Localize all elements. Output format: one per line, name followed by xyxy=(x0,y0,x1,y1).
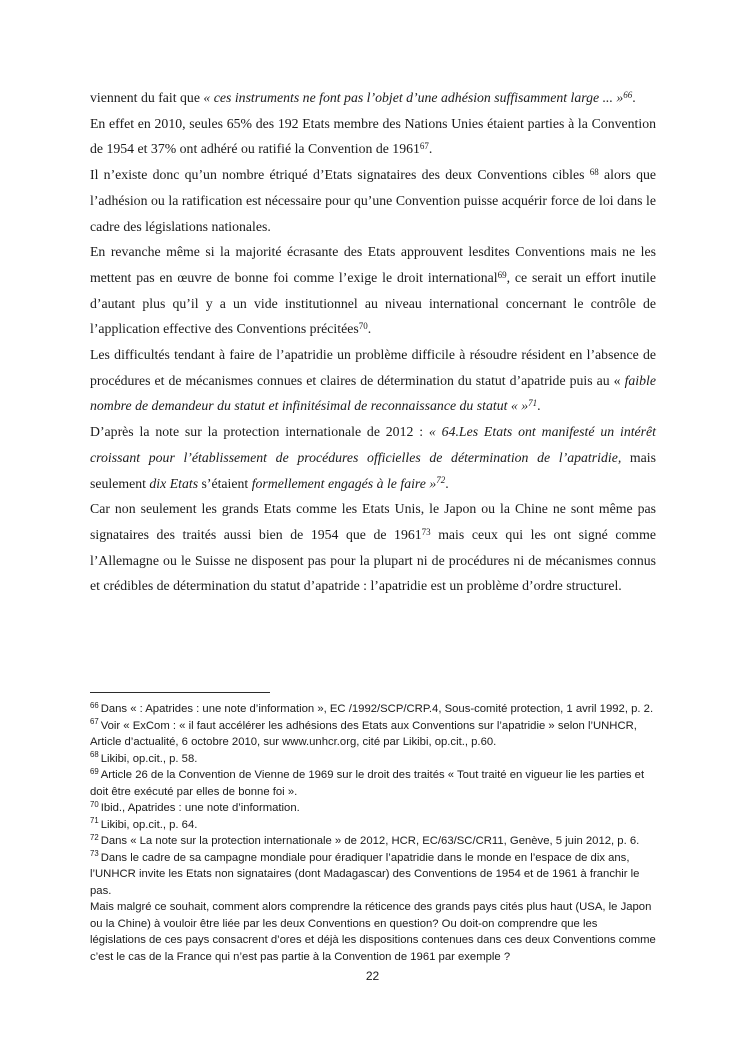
footnotes xyxy=(90,701,656,965)
footnote xyxy=(90,800,656,817)
text-run: Il n’existe donc qu’un nombre étriqué d’Etats signataires des deux Conventions cibles xyxy=(90,167,590,183)
footnote-number: 70 xyxy=(90,799,99,809)
italic-text-run: formellement engagés à le faire » xyxy=(251,475,437,491)
footnote-reference: 68 xyxy=(589,166,599,177)
footnote-text: Article 26 de la Convention de Vienne de 1969 sur le droit des traités « Tout traité en vigueur lie les parties et doit être exécuté par elles de bonne foi ». xyxy=(90,769,645,798)
text-run: . xyxy=(537,398,541,414)
footnote-text: Ibid., Apatrides : une note d’information. xyxy=(100,802,300,814)
body-paragraph xyxy=(90,419,656,496)
body-paragraph xyxy=(90,85,656,111)
text-run: alors que l’adhésion ou la ratification est nécessaire pour qu’une Convention puisse acquérir force de loi dans le cadre des législations nationales. xyxy=(90,167,656,234)
footnote-reference: 67 xyxy=(419,141,429,152)
text-run: mais ceux qui les ont signé comme l’Allemagne ou le Suisse ne disposent pas pour la plupart ni de procédures ni de mécanismes connus et crédibles de détermination du statut d’apatride : l’apatridie est un problème d’ordre structurel. xyxy=(90,526,656,594)
footnote-separator xyxy=(90,692,270,693)
footnote xyxy=(90,833,656,850)
footnote xyxy=(90,767,656,800)
text-run: . xyxy=(367,321,372,337)
text-run: En revanche même si la majorité écrasante des Etats approuvent lesdites Conventions mais ne les mettent pas en œuvre de bonne foi comme l’exige le droit international xyxy=(90,244,656,285)
body-paragraph xyxy=(90,162,656,239)
footnote-text: Likibi, op.cit., p. 58. xyxy=(100,752,198,765)
footnote-number: 69 xyxy=(90,766,99,776)
body-paragraph xyxy=(90,342,656,419)
footnote-reference: 71 xyxy=(528,398,538,409)
body-paragraph xyxy=(90,239,656,342)
text-run: viennent du fait que xyxy=(90,90,204,105)
text-run: . xyxy=(445,475,449,491)
footnote-reference: 69 xyxy=(497,269,507,280)
footnote-number: 73 xyxy=(90,849,99,859)
italic-text-run: faible nombre de demandeur du statut et infinitésimal de reconnaissance du statut « » xyxy=(90,372,656,414)
footnote-reference: 70 xyxy=(358,321,368,332)
text-run: Car non seulement les grands Etats comme les Etats Unis, le Japon ou la Chine ne sont même pas signataires des traités aussi bien de 1954 que de 1961 xyxy=(90,501,656,542)
body-paragraph xyxy=(90,111,656,162)
italic-text-run: dix Etats xyxy=(149,475,199,491)
footnote-text: Dans « : Apatrides : une note d’information », EC /1992/SCP/CRP.4, Sous-comité protection, 1 avril 1992, p. 2. xyxy=(100,703,654,715)
text-run: . xyxy=(428,141,433,157)
text-run: , ce serait un effort inutile d’autant plus qu’il y a un vide institutionnel au niveau international concernant le contrôle de l’application effective des Conventions précitées xyxy=(90,269,656,337)
footnote-reference: 73 xyxy=(421,526,431,537)
italic-text-run: « 64.Les Etats ont manifesté un intérêt croissant pour l’établissement de procédures officielles de détermination de l’apatridie, xyxy=(90,424,656,465)
text-run: . xyxy=(632,90,636,105)
footnote-text: Voir « ExCom : « il faut accélérer les adhésions des Etats aux Conventions sur l’apatridie » selon l’UNHCR, Article d’actualité, 6 octobre 2010, sur www.unhcr.org, cité par Likibi, op.cit., p.60. xyxy=(90,719,637,748)
footnote xyxy=(90,751,656,768)
page-number: 22 xyxy=(365,969,380,983)
footnote-text: Dans le cadre de sa campagne mondiale pour éradiquer l’apatridie dans le monde en l’espace de dix ans, l’UNHCR invite les Etats non signataires (dont Madagascar) des Conventions de 1954 et de 1961 à franchir le pas. xyxy=(90,851,640,897)
footnote-number: 67 xyxy=(90,717,99,727)
body-paragraph xyxy=(90,496,656,599)
footnote-number: 71 xyxy=(90,816,99,826)
footnote-reference: 72 xyxy=(436,475,446,486)
footnote-number: 68 xyxy=(90,750,99,760)
footnote-continuation xyxy=(90,899,656,965)
text-run: D’après la note sur la protection internationale de 2012 : xyxy=(90,424,429,440)
footnote xyxy=(90,701,656,718)
footnote-text: Likibi, op.cit., p. 64. xyxy=(100,818,198,831)
italic-text-run: « ces instruments ne font pas l’objet d’une adhésion suffisamment large ... » xyxy=(203,90,624,105)
body-text xyxy=(90,85,656,599)
text-run: Les difficultés tendant à faire de l’apatridie un problème difficile à résoudre résident en l’absence de procédures et de mécanismes connues et claires de détermination du statut d’apatride puis au « xyxy=(90,347,656,388)
footnote-number: 66 xyxy=(90,700,99,710)
text-run: En effet en 2010, seules 65% des 192 Etats membre des Nations Unies étaient parties à la Convention de 1954 et 37% ont adhéré ou ratifié la Convention de 1961 xyxy=(90,115,656,157)
footnote-number: 72 xyxy=(90,832,99,842)
footnote xyxy=(90,850,656,900)
footnote-text: Dans « La note sur la protection internationale » de 2012, HCR, EC/63/SC/CR11, Genève, 5 juin 2012, p. 6. xyxy=(100,835,640,847)
footnote-reference: 66 xyxy=(623,89,633,100)
footnote xyxy=(90,718,656,751)
footnote-area xyxy=(90,692,656,965)
text-run: s’étaient xyxy=(198,475,252,491)
footnote xyxy=(90,817,656,834)
text-run: mais seulement xyxy=(90,449,656,491)
footnote-text: Mais malgré ce souhait, comment alors comprendre la réticence des grands pays cités plus haut (USA, le Japon ou la Chine) à vouloir être liée par les deux Conventions en question? Ou doit-on comprendre que les législations de ces pays consacrent d’ores et déjà les dispositions contenues dans ces deux Conventions comme c’est le cas de la France qui n’est pas partie à la Convention de 1961 par exemple ? xyxy=(90,901,656,963)
